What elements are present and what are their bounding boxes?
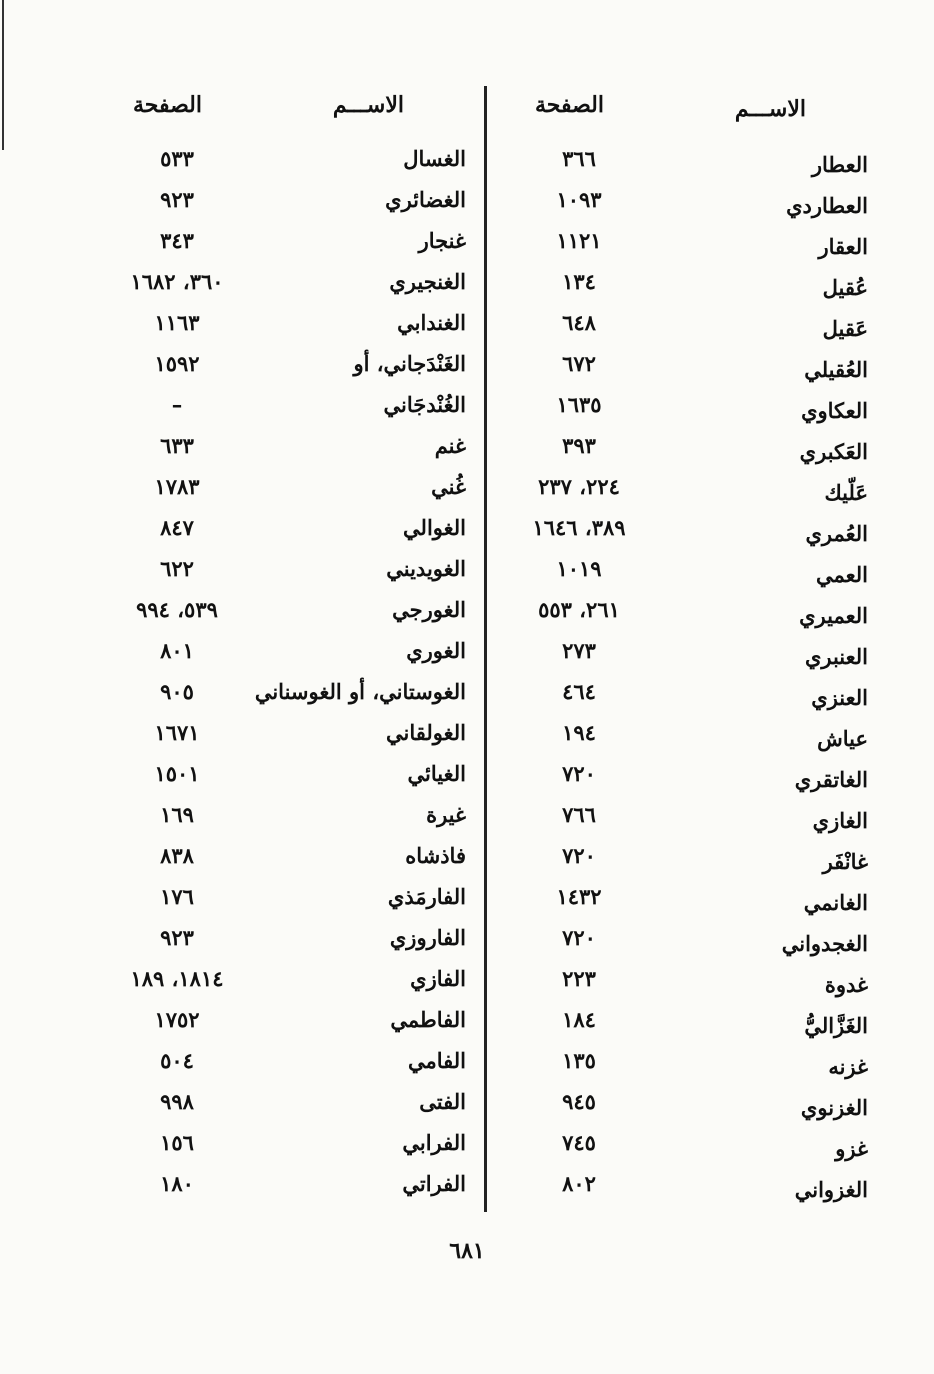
entry-name: الغيائي (407, 761, 466, 786)
entry-page: ٩٤٥ (562, 1089, 596, 1114)
entry-page: ١١٢١ (556, 228, 602, 253)
entry-name: غنجار (418, 228, 466, 253)
index-row (100, 183, 470, 224)
index-row (100, 1044, 470, 1085)
column-divider (484, 86, 487, 1212)
page-number: ٦٨١ (449, 1238, 485, 1264)
index-row (500, 880, 872, 921)
entry-name: الغولقاني (386, 720, 466, 745)
entry-name: العطاردي (786, 193, 868, 218)
index-row (500, 306, 872, 347)
entry-page: ١٨٤ (562, 1007, 596, 1032)
entry-page: ٦٤٨ (562, 310, 596, 335)
entry-name: غزنه (828, 1054, 868, 1079)
entry-name: غزو (835, 1136, 868, 1161)
entry-page: ٥٠٤ (160, 1048, 194, 1073)
entry-page: ٦٣٣ (160, 433, 194, 458)
entry-name: غانْفَر (822, 849, 868, 874)
entry-name: عُقيل (822, 275, 868, 300)
entry-name: غدوة (824, 972, 868, 997)
index-row (500, 1003, 872, 1044)
entry-name: الغوري (406, 638, 466, 663)
right-table-header (500, 88, 872, 142)
entry-page: ١٩٤ (562, 720, 596, 745)
index-row (500, 634, 872, 675)
entry-name: الغورجي (392, 597, 466, 622)
entry-name: الغَنْدَجاني، أو (353, 351, 466, 376)
entry-name: العَكبري (799, 439, 868, 464)
entry-page: ٧٢٠ (562, 761, 596, 786)
index-row (500, 552, 872, 593)
index-row (100, 839, 470, 880)
index-row (500, 839, 872, 880)
entry-page: ١٥٦ (160, 1130, 194, 1155)
entry-name: العكاوي (801, 398, 868, 423)
entry-page: ٣٨٩، ١٦٤٦ (532, 515, 626, 540)
index-row (100, 1167, 470, 1208)
entry-page: ١١٦٣ (154, 310, 200, 335)
index-row (100, 1126, 470, 1167)
right-name-header: الاســـم (734, 96, 806, 122)
index-row (100, 470, 470, 511)
index-row (500, 388, 872, 429)
left-table-header (100, 88, 470, 142)
entry-name: الفامي (407, 1048, 466, 1073)
index-row (500, 962, 872, 1003)
page-edge-line (2, 0, 4, 150)
index-row (500, 1126, 872, 1167)
entry-name: العطار (811, 152, 868, 177)
entry-page: ٩٩٨ (160, 1089, 194, 1114)
index-row (500, 511, 872, 552)
entry-page: ١٨٠ (160, 1171, 194, 1196)
entry-page: ١٠٩٣ (556, 187, 602, 212)
entry-page: ١٧٨٣ (154, 474, 200, 499)
index-row (500, 470, 872, 511)
entry-name: غنم (434, 433, 466, 458)
entry-name: عياش (817, 726, 868, 751)
entry-page: ١٧٥٢ (154, 1007, 200, 1032)
index-row (100, 675, 470, 716)
entry-page: ٨٤٧ (160, 515, 194, 540)
entry-name: الغضائري (385, 187, 466, 212)
index-row (500, 757, 872, 798)
left-rows (100, 142, 470, 1208)
entry-page: ١٥٠١ (154, 761, 200, 786)
entry-name: العنبري (804, 644, 868, 669)
entry-page: ١٤٣٢ (556, 884, 602, 909)
index-row (500, 798, 872, 839)
entry-name: الفازي (410, 966, 466, 991)
entry-name: الغجدواني (781, 931, 868, 956)
entry-name: العُقيلي (804, 357, 868, 382)
index-row (100, 880, 470, 921)
entry-page: ٩٢٣ (160, 925, 194, 950)
entry-page: ٨٠١ (160, 638, 194, 663)
index-row (500, 921, 872, 962)
index-row (100, 347, 470, 388)
entry-page: ٦٢٢ (160, 556, 194, 581)
entry-name: الغانمي (803, 890, 868, 915)
index-row (100, 798, 470, 839)
entry-name: العميري (799, 603, 868, 628)
entry-page: ٣٦٦ (562, 146, 596, 171)
right-index-table (500, 88, 872, 1208)
entry-name: الغوستاني، أو الغوسناني (254, 679, 466, 704)
entry-name: الغوالي (403, 515, 466, 540)
entry-page: ٩٠٥ (160, 679, 194, 704)
entry-name: غُني (431, 474, 466, 499)
entry-page: ٢٢٤، ٢٣٧ (538, 474, 620, 499)
index-row (100, 306, 470, 347)
index-row (500, 1167, 872, 1208)
entry-page: ١٠١٩ (556, 556, 602, 581)
entry-name: العقار (818, 234, 868, 259)
index-row (100, 716, 470, 757)
entry-page: ١٦٩ (160, 802, 194, 827)
entry-page: ٥٣٣ (160, 146, 194, 171)
entry-page: ٨٠٢ (562, 1171, 596, 1196)
entry-page: ٣٦٠، ١٦٨٢ (130, 269, 224, 294)
entry-page: ٩٢٣ (160, 187, 194, 212)
right-page-header: الصفحة (534, 92, 604, 118)
right-rows (500, 142, 872, 1208)
left-name-header: الاســـم (332, 92, 404, 118)
index-row (100, 593, 470, 634)
entry-name: الفراتي (402, 1171, 466, 1196)
entry-page: ٢٢٣ (562, 966, 596, 991)
index-row (100, 142, 470, 183)
entry-page: ١٧٦ (160, 884, 194, 909)
index-row (500, 224, 872, 265)
entry-page: ٢٦١، ٥٥٣ (538, 597, 620, 622)
entry-name: الغسال (403, 146, 466, 171)
index-row (100, 388, 470, 429)
entry-page: ٧٢٠ (562, 925, 596, 950)
entry-name: الغَزَّاليُّ (804, 1013, 868, 1038)
entry-name: عَلّيك (824, 480, 868, 505)
entry-name: الفاطمي (390, 1007, 466, 1032)
entry-name: الغُنْدجَاني (383, 392, 466, 417)
index-row (100, 1085, 470, 1126)
index-row (500, 1044, 872, 1085)
index-row (100, 224, 470, 265)
entry-page: ٧٤٥ (562, 1130, 596, 1155)
index-row (500, 1085, 872, 1126)
index-row (500, 142, 872, 183)
index-row (100, 265, 470, 306)
entry-name: الفاروزي (389, 925, 466, 950)
index-row (100, 1003, 470, 1044)
entry-name: الغندابي (397, 310, 466, 335)
entry-page: – (171, 392, 183, 417)
entry-name: غيرة (426, 802, 466, 827)
index-row (100, 511, 470, 552)
entry-page: ٦٧٢ (562, 351, 596, 376)
entry-name: العُمري (805, 521, 868, 546)
entry-page: ١٣٥ (562, 1048, 596, 1073)
index-row (500, 593, 872, 634)
index-row (100, 757, 470, 798)
entry-name: عَقيل (822, 316, 868, 341)
entry-name: العمي (815, 562, 868, 587)
index-row (500, 265, 872, 306)
entry-name: الغاتقري (794, 767, 868, 792)
entry-page: ٣٩٣ (562, 433, 596, 458)
entry-page: ٥٣٩، ٩٩٤ (136, 597, 218, 622)
index-row (500, 429, 872, 470)
index-row (100, 552, 470, 593)
index-row (500, 675, 872, 716)
entry-name: الغزواني (794, 1177, 868, 1202)
index-row (100, 962, 470, 1003)
entry-page: ١٣٤ (562, 269, 596, 294)
entry-page: ٢٧٣ (562, 638, 596, 663)
entry-name: الفتى (419, 1089, 466, 1114)
entry-name: الغنجيري (389, 269, 466, 294)
index-row (100, 429, 470, 470)
index-row (100, 634, 470, 675)
entry-name: العنزي (811, 685, 868, 710)
entry-name: الفارمَذي (387, 884, 466, 909)
entry-page: ٨٣٨ (160, 843, 194, 868)
index-row (100, 921, 470, 962)
index-row (500, 716, 872, 757)
index-row (500, 347, 872, 388)
entry-page: ١٦٣٥ (556, 392, 602, 417)
left-page-header: الصفحة (132, 92, 202, 118)
entry-name: فاذشاه (405, 843, 466, 868)
entry-page: ٧٦٦ (562, 802, 596, 827)
left-index-table (100, 88, 470, 1208)
entry-name: الغازي (812, 808, 868, 833)
entry-page: ١٦٧١ (154, 720, 200, 745)
entry-name: الغويديني (386, 556, 466, 581)
entry-page: ١٥٩٢ (154, 351, 200, 376)
index-row (500, 183, 872, 224)
entry-name: الفرابي (402, 1130, 466, 1155)
entry-page: ٧٢٠ (562, 843, 596, 868)
entry-name: الغزنوي (800, 1095, 868, 1120)
entry-page: ٣٤٣ (160, 228, 194, 253)
entry-page: ٤٦٤ (562, 679, 596, 704)
entry-page: ١٨١٤، ١٨٩ (130, 966, 224, 991)
